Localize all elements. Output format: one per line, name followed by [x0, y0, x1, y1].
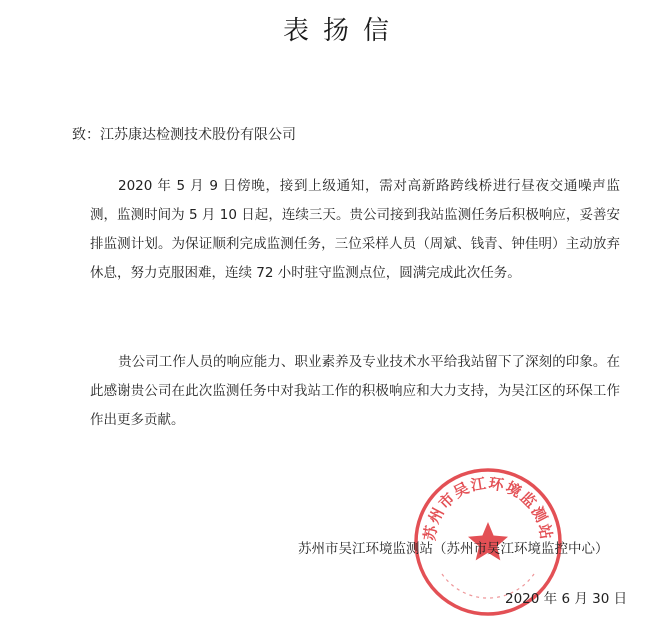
- paragraph-2: [90, 348, 620, 435]
- paragraph-1: [90, 172, 620, 288]
- paragraph-1-text: 2020 年 5 月 9 日傍晚，接到上级通知，需对高新路跨线桥进行昼夜交通噪声监测，监测时间为 5 月 10 日起，连续三天。贵公司接到我站监测任务后积极响应，妥善安排监测计划。为保证顺利完成监测任务，三位采样人员（周斌、钱青、钟佳明）主动放弃休息，努力克服困难，连续 72 小时驻守监测点位，圆满完成此次任务。: [90, 178, 620, 281]
- salutation: 致：江苏康达检测技术股份有限公司: [72, 127, 296, 143]
- signature: 苏州市吴江环境监测站（苏州市吴江环境监控中心）: [298, 541, 609, 557]
- paragraph-2-text: 贵公司工作人员的响应能力、职业素养及专业技术水平给我站留下了深刻的印象。在此感谢贵公司在此次监测任务中对我站工作的积极响应和大力支持，为吴江区的环保工作作出更多贡献。: [90, 354, 620, 428]
- date: 2020 年 6 月 30 日: [505, 591, 628, 607]
- document-title: 表扬信: [282, 16, 403, 46]
- seal-text: 苏州市吴江环境监测站: [420, 474, 556, 542]
